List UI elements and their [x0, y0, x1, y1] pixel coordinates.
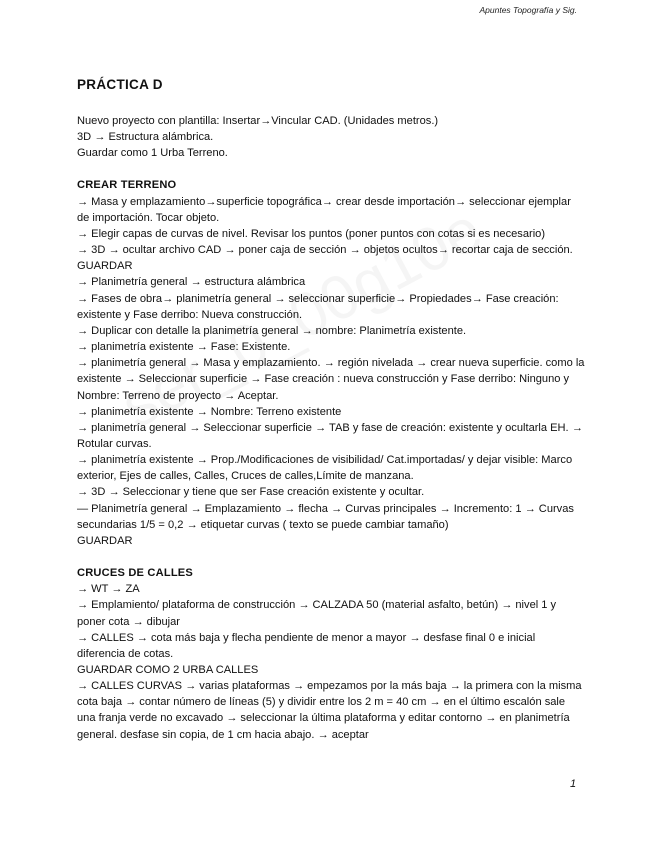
paragraph: → planimetría existente → Fase: Existente.: [77, 341, 291, 354]
paragraph: → planimetría general → Seleccionar superficie → TAB y fase de creación: existente y ocultarla EH. → Rotular curvas.: [77, 421, 583, 450]
page-number: 1: [570, 778, 577, 790]
section-heading: CRUCES DE CALLES: [77, 567, 193, 580]
paragraph: → WT → ZA: [77, 583, 140, 596]
spacer: [77, 549, 585, 565]
paragraph: → Duplicar con detalle la planimetría general → nombre: Planimetría existente.: [77, 324, 467, 337]
spacer: [77, 161, 585, 177]
paragraph: → Elegir capas de curvas de nivel. Revisar los puntos (poner puntos con cotas si es necesario): [77, 227, 546, 240]
paragraph: — Planimetría general → Emplazamiento → flecha → Curvas principales → Incremento: 1 → Curvas secundarias 1/5 = 0,2 → etiquetar curvas ( texto se puede cambiar tamaño): [77, 502, 574, 531]
paragraph: GUARDAR: [77, 260, 133, 273]
paragraph: → CALLES → cota más baja y flecha pendiente de menor a mayor → desfase final 0 e inicial diferencia de cotas.: [77, 631, 536, 660]
paragraph: → 3D → ocultar archivo CAD → poner caja de sección → objetos ocultos→ recortar caja de sección.: [77, 244, 573, 257]
paragraph: → Masa y emplazamiento→superficie topográfica→ crear desde importación→ seleccionar ejemplar de importación. Tocar objeto.: [77, 195, 571, 224]
paragraph: → CALLES CURVAS → varias plataformas → empezamos por la más baja → la primera con la misma cota baja → contar número de líneas (5) y dividir entre los 2 m = 40 cm → en el último escalón sale una franja verde no excavado → seleccionar la última plataforma y editar contorno → en planimetría general. desfase sin copia, de 1 cm hacia abajo. → aceptar: [77, 680, 582, 741]
paragraph: → planimetría existente → Prop./Modificaciones de visibilidad/ Cat.importadas/ y dejar visible: Marco exterior, Ejes de calles, Calles, Cruces de calles,Límite de manzana.: [77, 454, 573, 483]
paragraph: → Planimetría general → estructura alámbrica: [77, 276, 306, 289]
page-header: Apuntes Topografía y Sig.: [479, 5, 577, 15]
section-crear-terreno: [77, 177, 585, 549]
paragraph: → 3D → Seleccionar y tiene que ser Fase creación existente y ocultar.: [77, 486, 425, 499]
section-cruces-de-calles: [77, 565, 585, 743]
intro-block: [77, 113, 585, 161]
paragraph: → Emplamiento/ plataforma de construcción → CALZADA 50 (material asfalto, betún) → nivel 1 y poner cota → dibujar: [77, 599, 557, 628]
intro-line: Nuevo proyecto con plantilla: Insertar→Vincular CAD. (Unidades metros.): [77, 115, 439, 127]
document-body: [77, 113, 585, 743]
paragraph: → planimetría existente → Nombre: Terreno existente: [77, 405, 342, 418]
page-title: PRÁCTICA D: [77, 77, 163, 92]
paragraph: GUARDAR: [77, 534, 133, 547]
section-heading: CREAR TERRENO: [77, 179, 177, 192]
intro-line: 3D → Estructura alámbrica.: [77, 131, 214, 144]
paragraph: → Fases de obra→ planimetría general → seleccionar superficie→ Propiedades→ Fase creación: existente y Fase derribo: Nueva construcción.: [77, 292, 559, 321]
intro-line: Guardar como 1 Urba Terreno.: [77, 147, 228, 160]
paragraph: → planimetría general → Masa y emplazamiento. → región nivelada → crear nueva superficie. como la existente → Seleccionar superficie → Fase creación : nueva construcción y Fase derribo: Ninguno y Nombre: Terreno de proyecto → Aceptar.: [77, 357, 585, 402]
paragraph: GUARDAR COMO 2 URBA CALLES: [77, 664, 259, 676]
